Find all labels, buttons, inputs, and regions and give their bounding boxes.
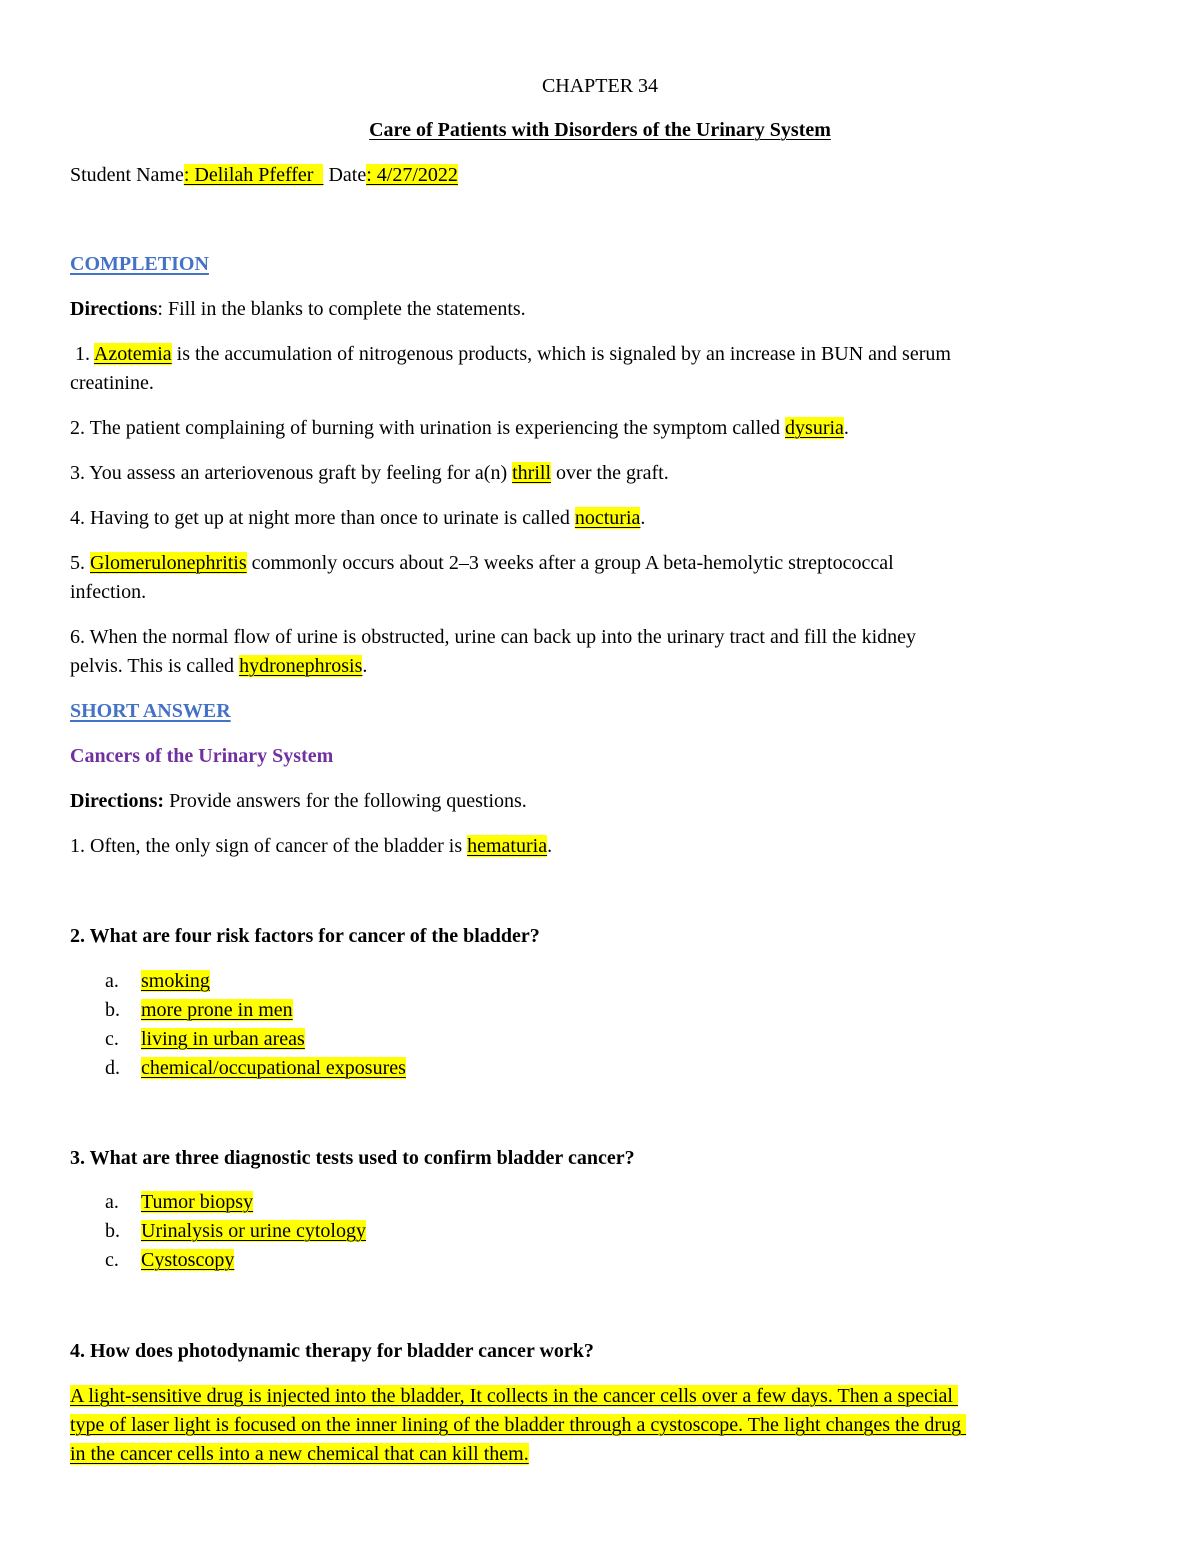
answer-photodynamic-line-3 bbox=[70, 1442, 529, 1466]
item-text: 2. The patient complaining of burning with urination is experiencing the symptom called bbox=[70, 417, 786, 439]
answer-glomerulonephritis[interactable]: Glomerulonephritis bbox=[90, 552, 247, 574]
question-1 bbox=[70, 834, 552, 858]
question-2: 2. What are four risk factors for cancer of the bladder? bbox=[70, 925, 540, 947]
answer-text[interactable]: type of laser light is focused on the inner lining of the bladder through a cystoscope. The light changes the drug bbox=[70, 1414, 967, 1436]
item-text: is the accumulation of nitrogenous products, which is signaled by an increase in BUN and serum bbox=[171, 343, 951, 365]
list-item bbox=[105, 969, 210, 993]
answer-hematuria[interactable]: hematuria bbox=[467, 835, 548, 857]
item-text: 5. bbox=[70, 552, 90, 574]
answer-photodynamic-line-1 bbox=[70, 1384, 958, 1408]
completion-item-1-cont: creatinine. bbox=[70, 372, 154, 394]
answer-nocturia[interactable]: nocturia bbox=[574, 507, 641, 529]
answer-risk-factor[interactable]: chemical/occupational exposures bbox=[141, 1057, 406, 1079]
question-3: 3. What are three diagnostic tests used to confirm bladder cancer? bbox=[70, 1147, 635, 1169]
item-text: . bbox=[362, 655, 368, 677]
list-item bbox=[105, 1056, 406, 1080]
completion-item-5 bbox=[70, 551, 894, 575]
completion-item-1 bbox=[70, 342, 951, 366]
student-name-value[interactable]: : Delilah Pfeffer bbox=[183, 164, 324, 186]
answer-diagnostic-test[interactable]: Cystoscopy bbox=[141, 1249, 235, 1271]
answer-text[interactable]: A light-sensitive drug is injected into the bladder, It collects in the cancer cells over a few days. Then a special bbox=[70, 1385, 958, 1407]
student-name-label: Student Name bbox=[70, 164, 184, 186]
item-text: 1. bbox=[70, 343, 94, 365]
list-marker: c. bbox=[105, 1028, 119, 1050]
item-text: . bbox=[640, 507, 646, 529]
answer-risk-factor[interactable]: living in urban areas bbox=[141, 1028, 305, 1050]
completion-directions bbox=[70, 297, 526, 321]
list-marker: b. bbox=[105, 1220, 120, 1242]
completion-heading[interactable]: COMPLETION bbox=[70, 253, 209, 275]
item-text: 3. You assess an arteriovenous graft by feeling for a(n) bbox=[70, 462, 513, 484]
list-item bbox=[105, 1027, 305, 1051]
list-item bbox=[105, 1219, 366, 1243]
directions-label: Directions bbox=[70, 298, 158, 320]
short-answer-directions bbox=[70, 789, 527, 813]
answer-thrill[interactable]: thrill bbox=[512, 462, 551, 484]
item-text: 4. Having to get up at night more than once to urinate is called bbox=[70, 507, 575, 529]
answer-risk-factor[interactable]: smoking bbox=[141, 970, 210, 992]
chapter-number: CHAPTER 34 bbox=[541, 75, 659, 97]
answer-dysuria[interactable]: dysuria bbox=[785, 417, 844, 439]
completion-item-4 bbox=[70, 506, 645, 530]
date-label: Date bbox=[328, 164, 367, 186]
document-title: Care of Patients with Disorders of the Urinary System bbox=[369, 119, 831, 141]
cancers-subheading: Cancers of the Urinary System bbox=[70, 745, 334, 767]
directions-label: Directions: bbox=[70, 790, 165, 812]
item-text: . bbox=[843, 417, 849, 439]
question-text: . bbox=[547, 835, 553, 857]
directions-text: : Fill in the blanks to complete the statements. bbox=[157, 298, 526, 320]
list-marker: a. bbox=[105, 1191, 119, 1213]
answer-risk-factor[interactable]: more prone in men bbox=[141, 999, 293, 1021]
list-item bbox=[105, 1190, 253, 1214]
student-info-line bbox=[70, 163, 458, 187]
answer-photodynamic-line-2 bbox=[70, 1413, 966, 1437]
question-text: 1. Often, the only sign of cancer of the bladder is bbox=[70, 835, 468, 857]
directions-text: Provide answers for the following questions. bbox=[164, 790, 527, 812]
question-4: 4. How does photodynamic therapy for bladder cancer work? bbox=[70, 1340, 594, 1362]
list-marker: a. bbox=[105, 970, 119, 992]
list-marker: c. bbox=[105, 1249, 119, 1271]
item-text: over the graft. bbox=[551, 462, 669, 484]
completion-item-5-cont: infection. bbox=[70, 581, 147, 603]
date-value[interactable]: : 4/27/2022 bbox=[366, 164, 458, 186]
item-text: pelvis. This is called bbox=[70, 655, 240, 677]
completion-item-6-cont bbox=[70, 654, 367, 678]
completion-item-6: 6. When the normal flow of urine is obstructed, urine can back up into the urinary tract and fill the kidney bbox=[70, 626, 917, 648]
answer-hydronephrosis[interactable]: hydronephrosis bbox=[239, 655, 363, 677]
completion-item-3 bbox=[70, 461, 669, 485]
list-item bbox=[105, 1248, 234, 1272]
answer-diagnostic-test[interactable]: Tumor biopsy bbox=[141, 1191, 254, 1213]
list-marker: b. bbox=[105, 999, 120, 1021]
answer-text[interactable]: in the cancer cells into a new chemical that can kill them. bbox=[70, 1443, 529, 1465]
list-marker: d. bbox=[105, 1057, 120, 1079]
item-text: commonly occurs about 2–3 weeks after a group A beta-hemolytic streptococcal bbox=[246, 552, 894, 574]
short-answer-heading[interactable]: SHORT ANSWER bbox=[70, 700, 231, 722]
answer-diagnostic-test[interactable]: Urinalysis or urine cytology bbox=[141, 1220, 366, 1242]
completion-item-2 bbox=[70, 416, 849, 440]
list-item bbox=[105, 998, 293, 1022]
answer-azotemia[interactable]: Azotemia bbox=[93, 343, 172, 365]
